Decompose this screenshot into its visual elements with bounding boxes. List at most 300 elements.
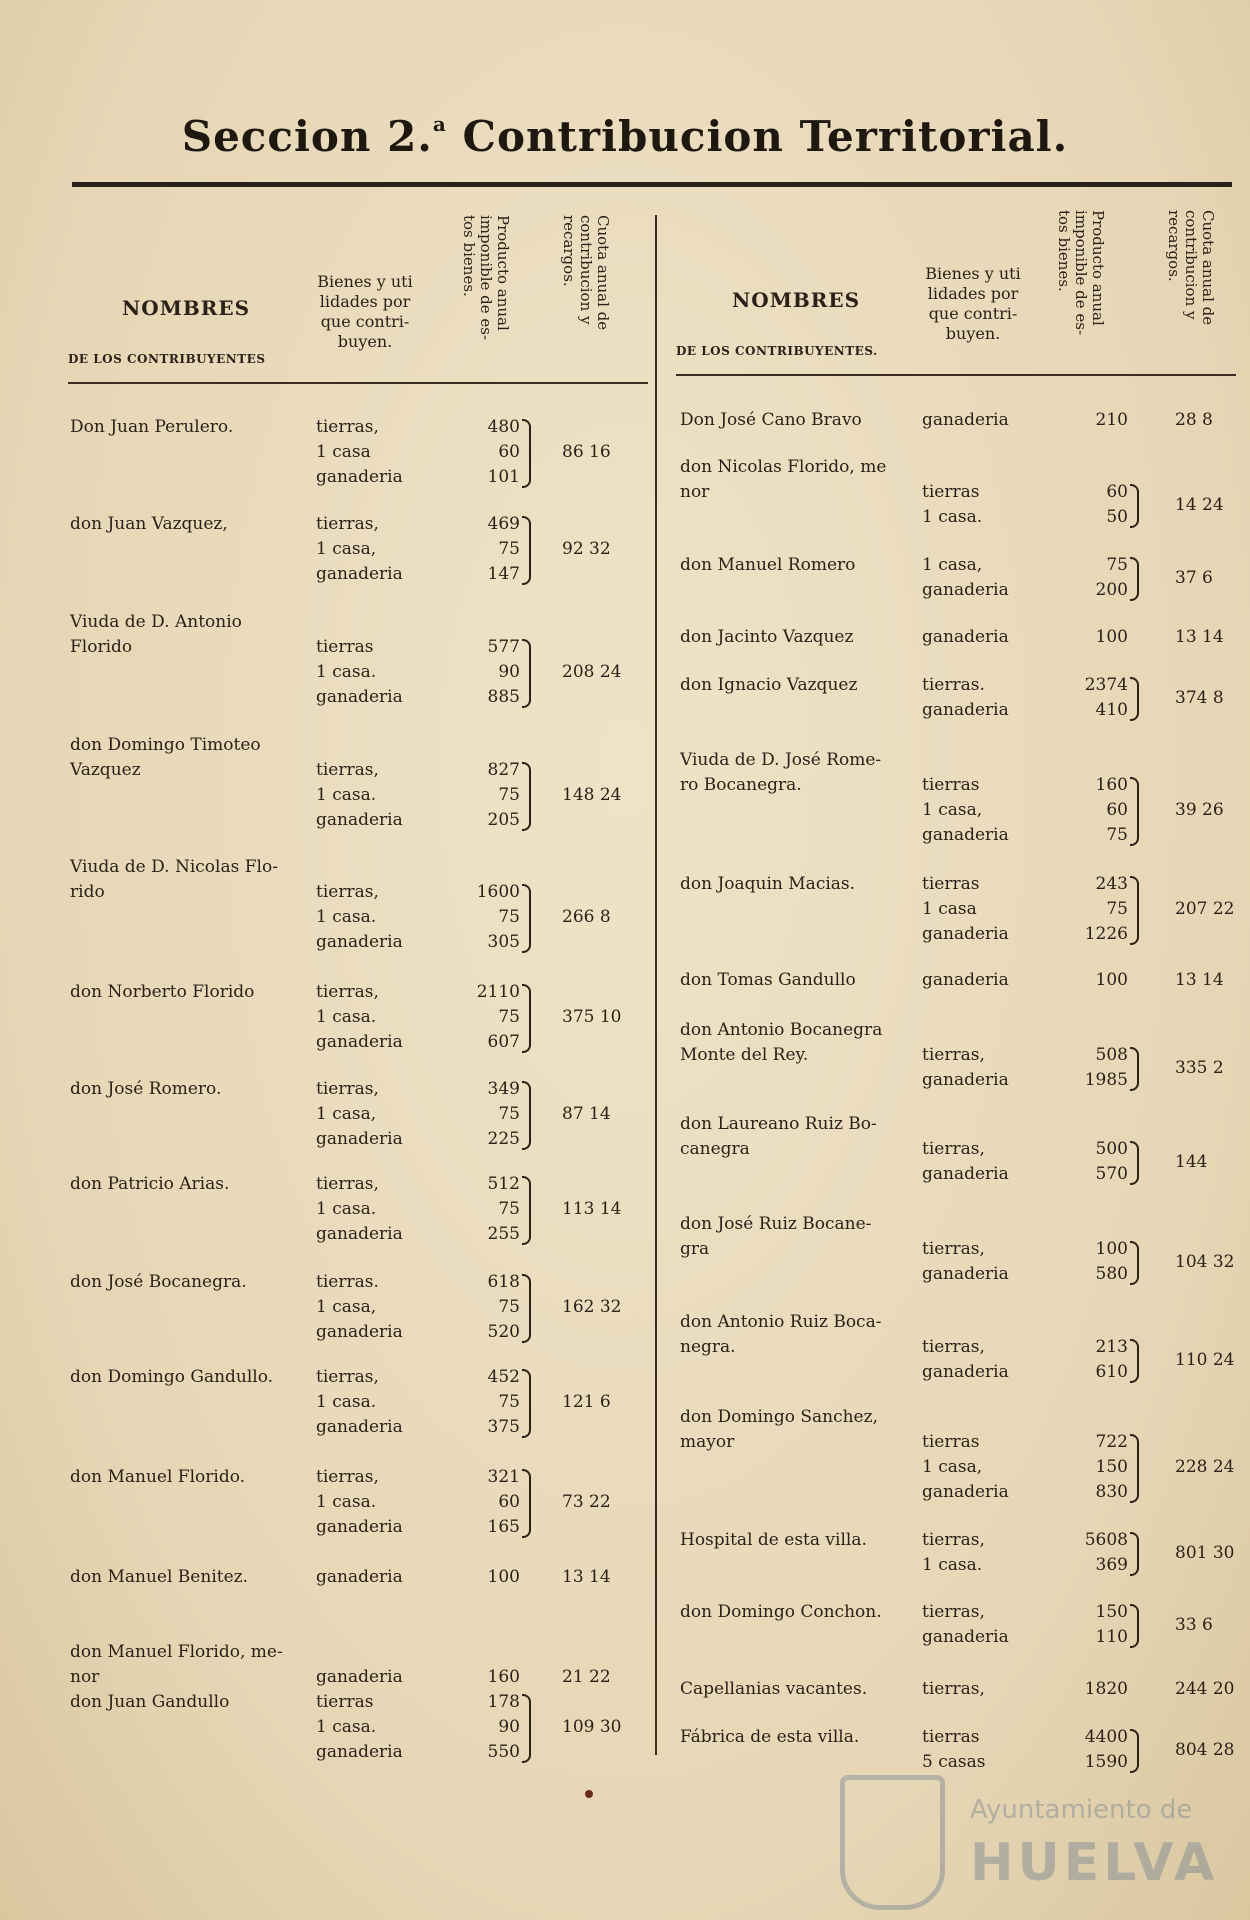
producto-value: 75 xyxy=(1106,899,1128,919)
producto-value: 75 xyxy=(498,1392,520,1412)
producto-value: 90 xyxy=(498,1717,520,1737)
bien-item: ganaderia xyxy=(922,825,1009,845)
contributor-name: don José Romero. xyxy=(70,1079,222,1099)
bienes-list xyxy=(922,455,982,530)
producto-values xyxy=(1068,1018,1128,1093)
producto-values xyxy=(460,610,520,710)
bien-item: ganaderia xyxy=(316,687,403,707)
bienes-list xyxy=(316,610,403,710)
producto-value: 225 xyxy=(487,1129,520,1149)
producto-value: 210 xyxy=(1095,410,1128,430)
contributor-name: don Patricio Arias. xyxy=(70,1174,230,1194)
producto-value: 830 xyxy=(1095,1482,1128,1502)
contributor-name: don Domingo Timoteo Vazquez xyxy=(70,735,261,780)
contributor-name: don José Bocanegra. xyxy=(70,1272,247,1292)
producto-value: 150 xyxy=(1095,1457,1128,1477)
producto-value: 60 xyxy=(1106,800,1128,820)
cuota-value: 73 22 xyxy=(562,1492,611,1512)
watermark-stamp xyxy=(840,1775,1240,1905)
bien-item: tierras. xyxy=(316,1272,379,1292)
bien-item: 1 casa. xyxy=(316,1007,377,1027)
producto-value: 580 xyxy=(1095,1264,1128,1284)
brace xyxy=(522,1369,531,1438)
nombres-header-left: NOMBRES xyxy=(122,296,251,320)
contributor-name: don Nicolas Florido, me nor xyxy=(680,457,887,502)
producto-value: 1600 xyxy=(476,882,520,902)
brace xyxy=(1130,1532,1139,1576)
bien-item: tierras xyxy=(316,637,374,657)
bien-item: ganaderia xyxy=(316,1667,403,1687)
bienes-list xyxy=(922,872,1009,947)
brace xyxy=(522,1469,531,1538)
center-divider xyxy=(655,215,657,1755)
producto-value: 550 xyxy=(487,1742,520,1762)
bien-item: ganaderia xyxy=(316,1567,403,1587)
producto-values xyxy=(1068,553,1128,603)
bienes-list xyxy=(922,553,1009,603)
contributor-name: don José Ruiz Bocane- gra xyxy=(680,1214,872,1259)
bien-item: tierras, xyxy=(316,982,379,1002)
stamp-line1: Ayuntamiento de xyxy=(970,1795,1193,1825)
producto-value: 885 xyxy=(487,687,520,707)
bien-item: 1 casa, xyxy=(922,1457,983,1477)
cuota-value: 144 xyxy=(1175,1151,1208,1172)
bien-item: ganaderia xyxy=(922,410,1009,430)
bien-item: ganaderia xyxy=(922,924,1009,944)
producto-values xyxy=(1068,1677,1128,1702)
cuota-value: 109 30 xyxy=(562,1717,622,1737)
bienes-list xyxy=(316,1365,403,1440)
bienes-list xyxy=(316,1270,403,1345)
bienes-list xyxy=(316,1690,403,1765)
producto-value: 375 xyxy=(487,1417,520,1437)
producto-value: 1985 xyxy=(1084,1070,1128,1090)
cuota-value: 148 24 xyxy=(562,785,622,805)
producto-value: 150 xyxy=(1095,1602,1128,1622)
cuota-value: 228 24 xyxy=(1175,1457,1235,1477)
cuota-value: 375 10 xyxy=(562,1007,622,1027)
producto-values xyxy=(1068,1310,1128,1385)
bien-item xyxy=(922,1405,1009,1430)
producto-value: 110 xyxy=(1095,1627,1128,1647)
bienes-list xyxy=(922,1528,985,1578)
bien-item: tierras, xyxy=(922,1239,985,1259)
producto-value xyxy=(460,855,520,880)
brace xyxy=(1130,1141,1139,1185)
cuota-value: 13 14 xyxy=(1175,627,1224,647)
producto-value: 213 xyxy=(1095,1337,1128,1357)
contributor-name: don Antonio Bocanegra Monte del Rey. xyxy=(680,1020,883,1065)
page-title xyxy=(0,112,1250,161)
bienes-list xyxy=(922,1405,1009,1505)
contributor-name: don Joaquin Macias. xyxy=(680,874,856,894)
cuota-value: 110 24 xyxy=(1175,1349,1235,1370)
bien-item: tierras, xyxy=(316,1174,379,1194)
bienes-list xyxy=(922,1212,1009,1287)
bien-item: tierras xyxy=(922,775,980,795)
producto-value: 205 xyxy=(487,810,520,830)
producto-value: 165 xyxy=(487,1517,520,1537)
bien-item: 5 casas xyxy=(922,1752,986,1772)
contributor-name: Viuda de D. Antonio Florido xyxy=(70,612,242,657)
bien-item xyxy=(922,748,1009,773)
bien-item: tierras, xyxy=(922,1139,985,1159)
cuota-value: 244 20 xyxy=(1175,1679,1235,1699)
bien-item: tierras, xyxy=(316,882,379,902)
bien-item: ganaderia xyxy=(922,1482,1009,1502)
bien-item: ganaderia xyxy=(316,1129,403,1149)
bien-item: ganaderia xyxy=(316,810,403,830)
bien-item: ganaderia xyxy=(316,1224,403,1244)
bien-item: ganaderia xyxy=(922,1070,1009,1090)
brace xyxy=(1130,876,1139,945)
bienes-list xyxy=(316,733,403,833)
producto-values xyxy=(1068,455,1128,530)
contributor-name: Don José Cano Bravo xyxy=(680,410,862,430)
bien-item: 1 casa, xyxy=(316,1297,377,1317)
contributor-name: Viuda de D. Nicolas Flo- rido xyxy=(70,857,278,902)
bien-item: tierras. xyxy=(922,675,985,695)
producto-value: 200 xyxy=(1095,580,1128,600)
cuota-value: 374 8 xyxy=(1175,687,1224,708)
producto-value: 570 xyxy=(1095,1164,1128,1184)
bien-item: 1 casa, xyxy=(922,555,983,575)
bien-item: tierras, xyxy=(316,514,379,534)
cuota-header-left: Cuota anual de contribucion y recargos. xyxy=(560,215,612,331)
brace xyxy=(1130,1047,1139,1091)
bienes-list xyxy=(922,1600,1009,1650)
producto-header-left: Producto anual imponible de es- tos bienes. xyxy=(460,215,512,341)
producto-value: 100 xyxy=(487,1567,520,1587)
bien-item: ganaderia xyxy=(922,627,1009,647)
bien-item: ganaderia xyxy=(316,1417,403,1437)
cuota-value: 121 6 xyxy=(562,1392,611,1412)
bien-item: tierras xyxy=(922,1432,980,1452)
bienes-list xyxy=(316,1077,403,1152)
bienes-list xyxy=(922,748,1009,848)
bienes-list xyxy=(316,1565,403,1590)
brace xyxy=(522,762,531,831)
cuota-value: 21 22 xyxy=(562,1667,611,1687)
producto-values xyxy=(460,1172,520,1247)
bien-item xyxy=(316,733,403,758)
contribuyentes-header-left: DE LOS CONTRIBUYENTES xyxy=(68,352,266,366)
title-section: Seccion 2. xyxy=(181,112,433,161)
bien-item: ganaderia xyxy=(922,1362,1009,1382)
brace xyxy=(522,419,531,488)
contributor-name: don Ignacio Vazquez xyxy=(680,675,858,695)
producto-value: 1226 xyxy=(1084,924,1128,944)
bien-item xyxy=(922,1112,1009,1137)
producto-values xyxy=(1068,1528,1128,1578)
producto-values xyxy=(460,415,520,490)
producto-value xyxy=(1068,1212,1128,1237)
producto-value xyxy=(1068,1018,1128,1043)
bienes-list xyxy=(316,512,403,587)
contributor-name: don Jacinto Vazquez xyxy=(680,627,854,647)
bienes-list xyxy=(922,625,1009,650)
bienes-list xyxy=(316,1640,403,1690)
producto-values xyxy=(1068,1112,1128,1187)
contributor-name: don Antonio Ruiz Boca- negra. xyxy=(680,1312,882,1357)
producto-value: 469 xyxy=(487,514,520,534)
producto-value xyxy=(460,1640,520,1665)
cuota-value: 207 22 xyxy=(1175,899,1235,919)
producto-value: 243 xyxy=(1095,874,1128,894)
producto-value xyxy=(1068,748,1128,773)
producto-value: 410 xyxy=(1095,700,1128,720)
title-text: Contribucion Territorial. xyxy=(462,112,1069,161)
producto-values xyxy=(460,1690,520,1765)
bien-item: tierras, xyxy=(316,1079,379,1099)
producto-values xyxy=(460,1077,520,1152)
producto-value: 60 xyxy=(498,442,520,462)
contributor-name: don Domingo Conchon. xyxy=(680,1602,882,1622)
bien-item: tierras xyxy=(316,1692,374,1712)
brace xyxy=(1130,1729,1139,1773)
cuota-value: 39 26 xyxy=(1175,800,1224,820)
cuota-value: 14 24 xyxy=(1175,494,1224,515)
contributor-name: don Norberto Florido xyxy=(70,982,255,1002)
bien-item xyxy=(922,1212,1009,1237)
bien-item: 1 casa. xyxy=(922,507,983,527)
producto-value: 60 xyxy=(498,1492,520,1512)
contributor-name: don Laureano Ruiz Bo- canegra xyxy=(680,1114,877,1159)
bienes-header-left: Bienes y uti lidades por que contri- buyen. xyxy=(317,272,413,351)
contributor-name: don Manuel Florido, me- nor xyxy=(70,1642,283,1687)
cuota-value: 113 14 xyxy=(562,1199,622,1219)
bienes-list xyxy=(922,1725,985,1775)
producto-values xyxy=(460,1270,520,1345)
cuota-value: 92 32 xyxy=(562,539,611,559)
bien-item: ganaderia xyxy=(316,932,403,952)
producto-value: 722 xyxy=(1095,1432,1128,1452)
brace xyxy=(1130,1241,1139,1285)
bien-item: ganaderia xyxy=(922,1627,1009,1647)
producto-value: 452 xyxy=(487,1367,520,1387)
producto-value xyxy=(1068,1405,1128,1430)
cuota-value: 266 8 xyxy=(562,907,611,927)
cuota-value: 104 32 xyxy=(1175,1251,1235,1272)
bien-item: ganaderia xyxy=(316,1032,403,1052)
producto-value: 321 xyxy=(487,1467,520,1487)
contributor-name: Fábrica de esta villa. xyxy=(680,1727,860,1747)
brace xyxy=(522,984,531,1053)
bien-item xyxy=(316,610,403,635)
brace xyxy=(522,1694,531,1763)
producto-values xyxy=(1068,968,1128,993)
bienes-list xyxy=(922,1112,1009,1187)
bien-item: 1 casa. xyxy=(922,1555,983,1575)
producto-value: 1820 xyxy=(1084,1679,1128,1699)
producto-value: 5608 xyxy=(1084,1530,1128,1550)
cuota-value: 162 32 xyxy=(562,1297,622,1317)
contributor-name: don Manuel Romero xyxy=(680,555,856,575)
brace xyxy=(522,639,531,708)
bien-item: 1 casa. xyxy=(316,1392,377,1412)
producto-value: 369 xyxy=(1095,1555,1128,1575)
producto-values xyxy=(1068,1405,1128,1505)
bienes-list xyxy=(922,1677,985,1702)
producto-values xyxy=(1068,408,1128,433)
producto-value: 255 xyxy=(487,1224,520,1244)
bienes-list xyxy=(922,968,1009,993)
bien-item: tierras, xyxy=(316,760,379,780)
contributor-name: Capellanias vacantes. xyxy=(680,1679,868,1699)
bien-item: tierras xyxy=(922,482,980,502)
bien-item: tierras xyxy=(922,1727,980,1747)
brace xyxy=(522,1274,531,1343)
producto-value: 1590 xyxy=(1084,1752,1128,1772)
producto-value: 577 xyxy=(487,637,520,657)
producto-value: 349 xyxy=(487,1079,520,1099)
bien-item: 1 casa xyxy=(316,442,371,462)
bien-item xyxy=(316,855,403,880)
producto-value: 4400 xyxy=(1084,1727,1128,1747)
producto-values xyxy=(1068,1600,1128,1650)
producto-values xyxy=(460,1465,520,1540)
producto-values xyxy=(460,512,520,587)
producto-value: 75 xyxy=(498,539,520,559)
brace xyxy=(522,1081,531,1150)
producto-header-right: Producto anual imponible de es- tos bienes. xyxy=(1055,210,1107,336)
producto-value xyxy=(460,610,520,635)
bienes-list xyxy=(316,1172,403,1247)
bien-item xyxy=(922,1018,1009,1043)
producto-value: 75 xyxy=(498,1297,520,1317)
contributor-name: don Manuel Benitez. xyxy=(70,1567,249,1587)
bien-item: tierras, xyxy=(922,1045,985,1065)
producto-value: 75 xyxy=(498,1104,520,1124)
brace xyxy=(1130,777,1139,846)
contributor-name: Viuda de D. José Rome- ro Bocanegra. xyxy=(680,750,882,795)
producto-value: 2374 xyxy=(1084,675,1128,695)
producto-value: 2110 xyxy=(476,982,520,1002)
bienes-header-right: Bienes y uti lidades por que contri- buyen. xyxy=(925,264,1021,343)
producto-value: 178 xyxy=(487,1692,520,1712)
bien-item: ganaderia xyxy=(316,564,403,584)
producto-value: 827 xyxy=(487,760,520,780)
producto-value xyxy=(460,733,520,758)
contributor-name: Don Juan Perulero. xyxy=(70,417,234,437)
producto-value: 520 xyxy=(487,1322,520,1342)
cuota-value: 335 2 xyxy=(1175,1057,1224,1078)
bienes-list xyxy=(922,1310,1009,1385)
producto-value: 60 xyxy=(1106,482,1128,502)
title-superscript: a xyxy=(432,112,447,136)
header-rule-right xyxy=(676,374,1236,376)
contribuyentes-header-right: DE LOS CONTRIBUYENTES. xyxy=(676,344,878,358)
producto-values xyxy=(460,1640,520,1690)
producto-value: 610 xyxy=(1095,1362,1128,1382)
producto-values xyxy=(1068,1725,1128,1775)
cuota-value: 13 14 xyxy=(1175,970,1224,990)
bien-item: tierras, xyxy=(922,1679,985,1699)
producto-values xyxy=(1068,1212,1128,1287)
cuota-value: 33 6 xyxy=(1175,1614,1213,1635)
producto-value: 100 xyxy=(1095,627,1128,647)
bien-item: ganaderia xyxy=(922,970,1009,990)
bien-item: tierras, xyxy=(922,1602,985,1622)
producto-values xyxy=(1068,748,1128,848)
producto-value xyxy=(1068,1112,1128,1137)
producto-value: 480 xyxy=(487,417,520,437)
title-rule xyxy=(72,182,1232,187)
contributor-name: don Domingo Gandullo. xyxy=(70,1367,274,1387)
brace xyxy=(1130,677,1139,721)
producto-value: 75 xyxy=(1106,825,1128,845)
bien-item: tierras, xyxy=(316,1367,379,1387)
producto-value: 500 xyxy=(1095,1139,1128,1159)
producto-values xyxy=(1068,872,1128,947)
brace xyxy=(1130,1339,1139,1383)
bien-item: ganaderia xyxy=(922,1164,1009,1184)
producto-value: 101 xyxy=(487,467,520,487)
cuota-value: 13 14 xyxy=(562,1567,611,1587)
producto-value: 618 xyxy=(487,1272,520,1292)
brace xyxy=(1130,1604,1139,1648)
producto-value: 75 xyxy=(498,1199,520,1219)
producto-value: 147 xyxy=(487,564,520,584)
contributor-name: don Tomas Gandullo xyxy=(680,970,856,990)
producto-value: 100 xyxy=(1095,1239,1128,1259)
cuota-value: 28 8 xyxy=(1175,410,1213,430)
shield-icon xyxy=(840,1775,945,1910)
producto-value: 75 xyxy=(498,907,520,927)
bien-item: ganaderia xyxy=(316,1517,403,1537)
bien-item: ganaderia xyxy=(922,580,1009,600)
bien-item: tierras, xyxy=(922,1337,985,1357)
bienes-list xyxy=(922,1018,1009,1093)
bienes-list xyxy=(316,855,403,955)
bienes-list xyxy=(316,980,403,1055)
cuota-value: 208 24 xyxy=(562,662,622,682)
contributor-name: Hospital de esta villa. xyxy=(680,1530,867,1550)
producto-value: 305 xyxy=(487,932,520,952)
bien-item: ganaderia xyxy=(316,1322,403,1342)
bien-item: 1 casa. xyxy=(316,1492,377,1512)
brace xyxy=(1130,484,1139,528)
bien-item xyxy=(922,455,982,480)
bien-item: tierras, xyxy=(316,417,379,437)
brace xyxy=(522,884,531,953)
bien-item: tierras xyxy=(922,874,980,894)
producto-values xyxy=(460,980,520,1055)
cuota-value: 86 16 xyxy=(562,442,611,462)
cuota-header-right: Cuota anual de contribucion y recargos. xyxy=(1165,210,1217,326)
bien-item: 1 casa. xyxy=(316,785,377,805)
contributor-name: don Juan Gandullo xyxy=(70,1692,230,1712)
cuota-value: 87 14 xyxy=(562,1104,611,1124)
contributor-name: don Juan Vazquez, xyxy=(70,514,228,534)
bien-item: 1 casa. xyxy=(316,907,377,927)
cuota-value: 804 28 xyxy=(1175,1739,1235,1760)
bien-item: ganaderia xyxy=(316,1742,403,1762)
producto-value: 607 xyxy=(487,1032,520,1052)
bien-item xyxy=(922,1310,1009,1335)
producto-value: 75 xyxy=(498,1007,520,1027)
producto-value: 50 xyxy=(1106,507,1128,527)
brace xyxy=(522,1176,531,1245)
producto-value: 160 xyxy=(487,1667,520,1687)
cuota-value: 37 6 xyxy=(1175,567,1213,588)
producto-value: 90 xyxy=(498,662,520,682)
cuota-value: 801 30 xyxy=(1175,1542,1235,1563)
producto-values xyxy=(1068,673,1128,723)
producto-value: 160 xyxy=(1095,775,1128,795)
producto-value xyxy=(1068,1310,1128,1335)
bienes-list xyxy=(922,408,1009,433)
